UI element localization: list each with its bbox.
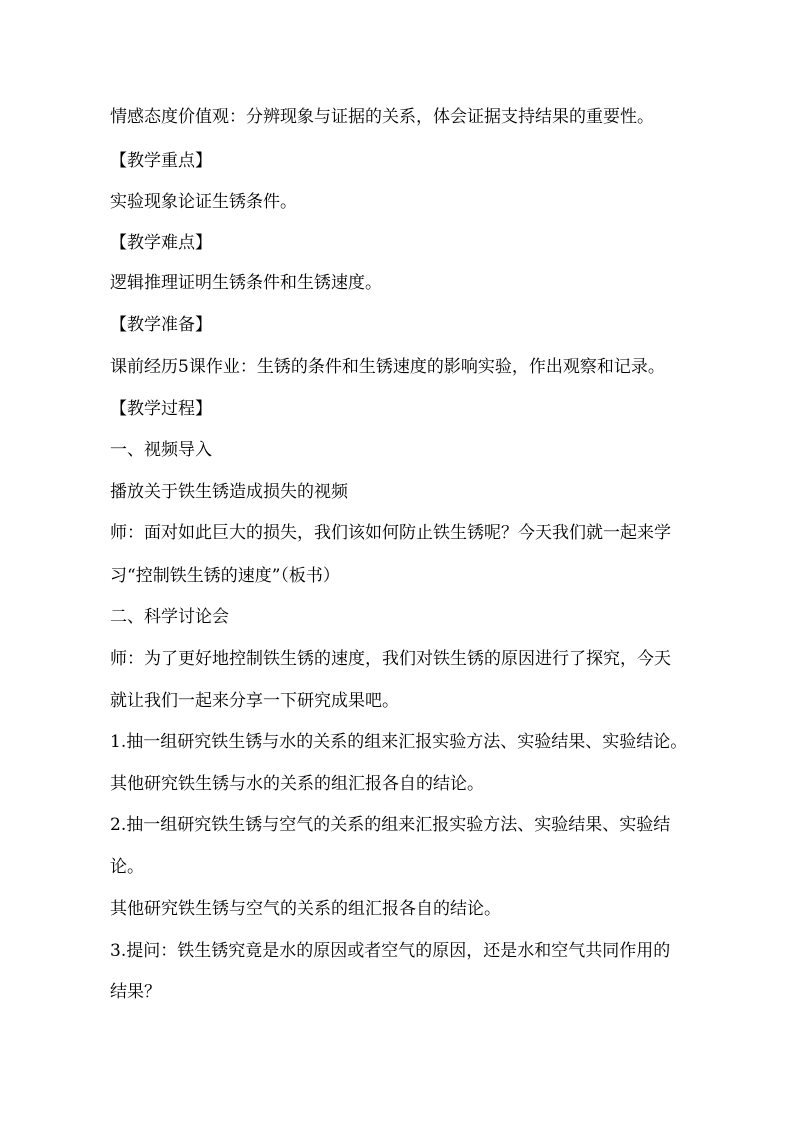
text-line-focus-content: 实验现象论证生锈条件。 [110,192,297,212]
text-line-item-1: 1.抽一组研究铁生锈与水的关系的组来汇报实验方法、实验结果、实验结论。 [110,732,688,752]
text-line-attitude-values: 情感态度价值观：分辨现象与证据的关系，体会证据支持结果的重要性。 [110,107,654,127]
text-line-preparation-content: 课前经历5课作业：生锈的条件和生锈速度的影响实验，作出观察和记录。 [110,357,665,377]
heading-teaching-focus: 【教学重点】 [110,151,212,171]
section-video-intro: 一、视频导入 [110,440,212,460]
text-line-teacher-question-2: 习“控制铁生锈的速度”（板书） [110,566,340,586]
text-line-item-1-others: 其他研究铁生锈与水的关系的组汇报各自的结论。 [110,774,484,794]
text-line-item-2-cont: 论。 [110,857,144,877]
heading-teaching-process: 【教学过程】 [110,399,212,419]
text-line-difficulty-content: 逻辑推理证明生锈条件和生锈速度。 [110,273,382,293]
text-line-item-2-others: 其他研究铁生锈与空气的关系的组汇报各自的结论。 [110,899,501,919]
text-line-item-3: 3.提问：铁生锈究竟是水的原因或者空气的原因，还是水和空气共同作用的 [110,941,671,961]
heading-teaching-difficulty: 【教学难点】 [110,233,212,253]
text-line-item-3-cont: 结果？ [110,982,161,1002]
heading-teaching-preparation: 【教学准备】 [110,315,212,335]
text-line-teacher-intro-2: 就让我们一起来分享一下研究成果吧。 [110,691,399,711]
text-line-play-video: 播放关于铁生锈造成损失的视频 [110,482,348,502]
text-line-teacher-question-1: 师：面对如此巨大的损失，我们该如何防止铁生锈呢？今天我们就一起来学 [110,523,671,543]
text-line-item-2: 2.抽一组研究铁生锈与空气的关系的组来汇报实验方法、实验结果、实验结 [110,815,671,835]
section-science-discussion: 二、科学讨论会 [110,607,229,627]
text-line-teacher-intro-1: 师：为了更好地控制铁生锈的速度，我们对铁生锈的原因进行了探究，今天 [110,649,671,669]
